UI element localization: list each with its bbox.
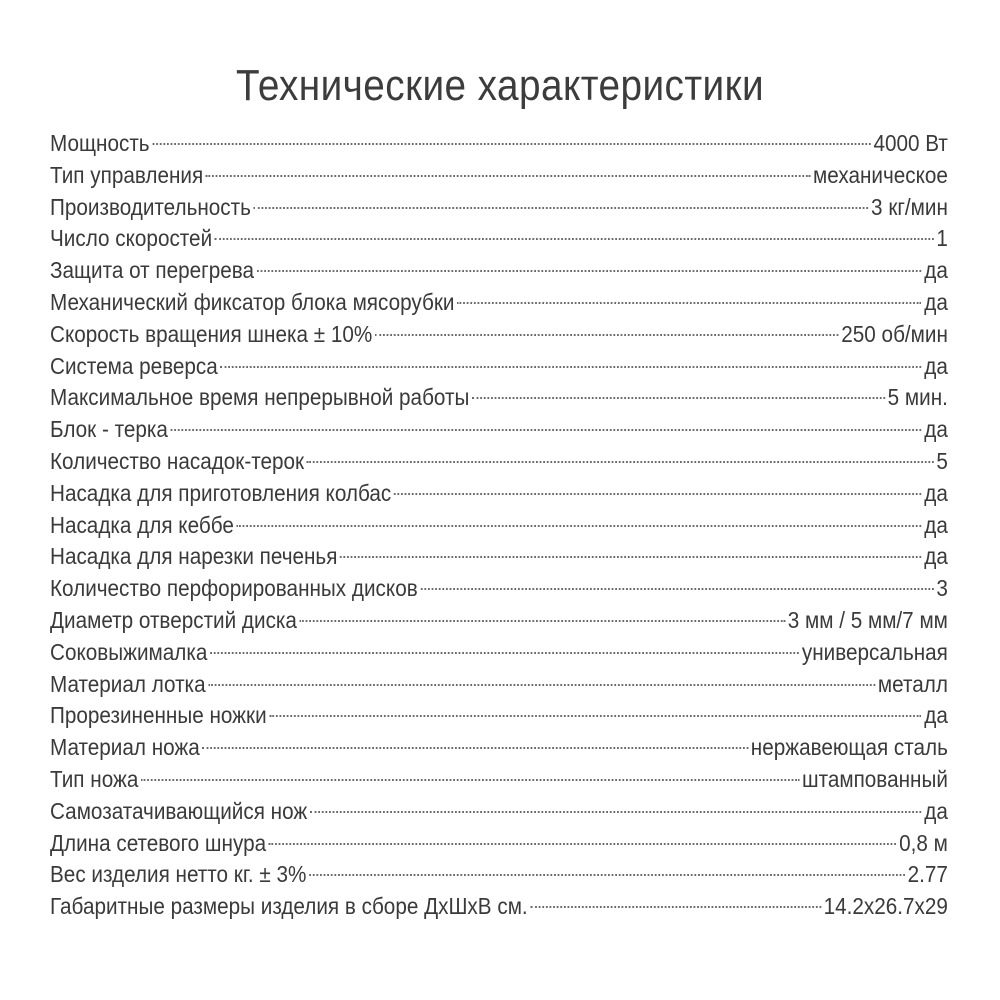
spec-label: Прорезиненные ножки bbox=[50, 702, 267, 729]
spec-value: 3 мм / 5 мм/7 мм bbox=[787, 606, 948, 633]
spec-label: Тип управления bbox=[50, 161, 204, 188]
dot-leader bbox=[237, 525, 922, 527]
spec-value: 4000 Вт bbox=[873, 130, 948, 156]
dot-leader bbox=[307, 461, 934, 463]
spec-label: Вес изделия нетто кг. ± 3% bbox=[50, 861, 307, 888]
dot-leader bbox=[202, 747, 748, 749]
spec-label: Количество перфорированных дисков bbox=[50, 575, 418, 602]
spec-row bbox=[50, 669, 948, 701]
spec-label: Производительность bbox=[50, 193, 251, 220]
spec-row bbox=[50, 732, 948, 764]
spec-list bbox=[50, 128, 948, 923]
spec-row bbox=[50, 478, 948, 510]
dot-leader bbox=[530, 906, 821, 908]
spec-label: Насадка для кеббе bbox=[50, 511, 234, 538]
dot-leader bbox=[457, 302, 921, 304]
spec-label: Защита от перегрева bbox=[50, 257, 255, 284]
spec-label: Тип ножа bbox=[50, 765, 139, 792]
spec-row bbox=[50, 160, 948, 192]
spec-row bbox=[50, 223, 948, 255]
dot-leader bbox=[394, 493, 922, 495]
dot-leader bbox=[420, 588, 933, 590]
spec-row bbox=[50, 700, 948, 732]
dot-leader bbox=[300, 620, 785, 622]
spec-row bbox=[50, 128, 948, 160]
dot-leader bbox=[269, 843, 897, 845]
spec-label: Материал лотка bbox=[50, 670, 206, 697]
dot-leader bbox=[310, 811, 922, 813]
spec-row bbox=[50, 510, 948, 542]
spec-value: да bbox=[924, 543, 948, 570]
dot-leader bbox=[257, 270, 922, 272]
spec-label: Самозатачивающийся нож bbox=[50, 797, 308, 824]
spec-label: Длина сетевого шнура bbox=[50, 829, 267, 856]
spec-value: да bbox=[924, 416, 948, 443]
spec-label: Диаметр отверстий диска bbox=[50, 606, 297, 633]
spec-row bbox=[50, 446, 948, 478]
spec-label: Число скоростей bbox=[50, 225, 213, 252]
spec-value: металл bbox=[877, 670, 948, 697]
dot-leader bbox=[309, 874, 905, 876]
dot-leader bbox=[220, 366, 921, 368]
spec-value: 14.2x26.7x29 bbox=[823, 893, 948, 920]
spec-value: да bbox=[924, 288, 948, 315]
spec-value: 0,8 м bbox=[899, 829, 948, 856]
spec-row bbox=[50, 764, 948, 796]
page-title: Технические характеристики bbox=[235, 61, 765, 110]
spec-row bbox=[50, 637, 948, 669]
spec-row bbox=[50, 605, 948, 637]
spec-label: Мощность bbox=[50, 130, 150, 156]
dot-leader bbox=[206, 175, 810, 177]
dot-leader bbox=[171, 429, 922, 431]
spec-row bbox=[50, 796, 948, 828]
spec-value: да bbox=[924, 797, 948, 824]
spec-row bbox=[50, 319, 948, 351]
spec-value: 250 об/мин bbox=[841, 320, 948, 347]
spec-label: Насадка для приготовления колбас bbox=[50, 479, 392, 506]
spec-row bbox=[50, 192, 948, 224]
dot-leader bbox=[472, 397, 885, 399]
spec-row bbox=[50, 541, 948, 573]
spec-value: да bbox=[924, 511, 948, 538]
spec-value: механическое bbox=[813, 161, 948, 188]
spec-value: 2.77 bbox=[907, 861, 948, 888]
spec-value: 5 bbox=[936, 447, 948, 474]
spec-label: Система реверса bbox=[50, 352, 218, 379]
spec-row bbox=[50, 351, 948, 383]
spec-value: нержавеющая сталь bbox=[750, 734, 948, 761]
spec-value: да bbox=[924, 257, 948, 284]
spec-label: Габаритные размеры изделия в сборе ДхШхВ см. bbox=[50, 893, 528, 920]
spec-label: Соковыжималка bbox=[50, 638, 208, 665]
dot-leader bbox=[208, 684, 875, 686]
spec-value: штампованный bbox=[801, 765, 948, 792]
spec-row bbox=[50, 859, 948, 891]
spec-label: Максимальное время непрерывной работы bbox=[50, 384, 470, 411]
dot-leader bbox=[269, 715, 921, 717]
spec-value: универсальная bbox=[801, 638, 948, 665]
spec-value: 5 мин. bbox=[887, 384, 948, 411]
dot-leader bbox=[254, 207, 869, 209]
spec-row bbox=[50, 414, 948, 446]
spec-label: Скорость вращения шнека ± 10% bbox=[50, 320, 373, 347]
spec-row bbox=[50, 255, 948, 287]
spec-value: да bbox=[924, 479, 948, 506]
spec-row bbox=[50, 382, 948, 414]
dot-leader bbox=[375, 334, 839, 336]
dot-leader bbox=[340, 556, 921, 558]
spec-value: 3 кг/мин bbox=[871, 193, 948, 220]
spec-label: Материал ножа bbox=[50, 734, 200, 761]
spec-label: Механический фиксатор блока мясорубки bbox=[50, 288, 455, 315]
spec-label: Количество насадок-терок bbox=[50, 447, 305, 474]
spec-value: 1 bbox=[936, 225, 948, 252]
spec-label: Насадка для нарезки печенья bbox=[50, 543, 338, 570]
spec-value: да bbox=[924, 702, 948, 729]
dot-leader bbox=[210, 652, 799, 654]
dot-leader bbox=[215, 238, 934, 240]
dot-leader bbox=[152, 143, 871, 145]
spec-row bbox=[50, 287, 948, 319]
spec-row bbox=[50, 828, 948, 860]
spec-label: Блок - терка bbox=[50, 416, 168, 443]
spec-row bbox=[50, 891, 948, 923]
dot-leader bbox=[141, 779, 799, 781]
spec-value: 3 bbox=[936, 575, 948, 602]
spec-row bbox=[50, 573, 948, 605]
spec-value: да bbox=[924, 352, 948, 379]
